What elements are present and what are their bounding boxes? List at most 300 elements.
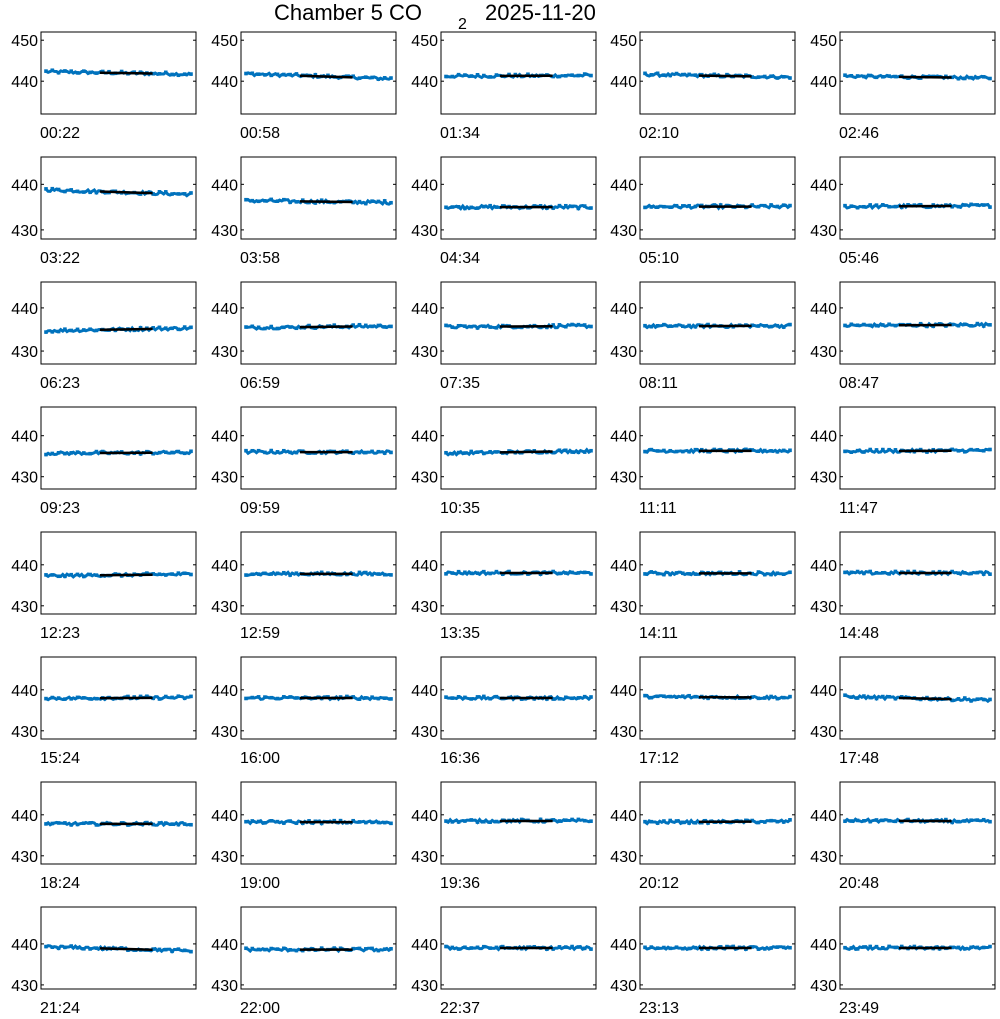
panel-20 — [810, 407, 995, 517]
measurement-point — [177, 73, 181, 77]
panel-time-label: 19:36 — [440, 875, 480, 892]
measurement-point — [63, 946, 67, 950]
measurement-point — [976, 76, 980, 80]
measurement-point — [364, 947, 368, 951]
measurement-point — [850, 450, 854, 454]
y-tick-label: 440 — [810, 74, 837, 91]
y-tick-label: 440 — [810, 558, 837, 575]
y-tick-label: 430 — [411, 599, 438, 616]
measurement-point — [482, 205, 486, 209]
measurement-point — [643, 72, 647, 76]
y-tick-label: 430 — [810, 223, 837, 240]
measurement-point — [389, 822, 393, 826]
panel-axes-box — [840, 157, 995, 239]
measurement-point — [856, 74, 860, 78]
measurement-point — [687, 450, 691, 454]
y-tick-label: 440 — [11, 937, 38, 954]
panel-6 — [11, 157, 196, 267]
panel-26 — [11, 657, 196, 767]
measurement-point — [875, 448, 879, 452]
measurement-point — [976, 322, 980, 326]
measurement-point — [687, 73, 691, 77]
measurement-point — [963, 947, 967, 951]
measurement-point — [982, 572, 986, 576]
measurement-point — [894, 946, 898, 950]
measurement-point — [76, 450, 80, 454]
measurement-point — [469, 697, 473, 701]
measurement-point — [583, 450, 587, 454]
measurement-point — [158, 72, 162, 76]
measurement-point — [875, 945, 879, 949]
measurement-point — [982, 449, 986, 453]
panel-axes-box — [41, 157, 196, 239]
y-tick-label: 430 — [610, 978, 637, 995]
panel-time-label: 03:58 — [240, 250, 280, 267]
measurement-point — [377, 324, 381, 328]
measurement-point — [244, 820, 248, 824]
measurement-point — [769, 325, 773, 329]
panel-axes-box — [41, 282, 196, 364]
measurement-point — [868, 570, 872, 574]
panel-axes-box — [241, 157, 396, 239]
measurement-point — [257, 572, 261, 576]
measurement-point — [383, 451, 387, 455]
chart-title — [0, 0, 1000, 36]
measurement-point — [488, 697, 492, 701]
measurement-point — [589, 819, 593, 823]
measurement-point — [370, 695, 374, 699]
measurement-point — [377, 450, 381, 454]
measurement-point — [757, 947, 761, 951]
y-tick-label: 430 — [810, 978, 837, 995]
y-tick-label: 430 — [11, 849, 38, 866]
measurement-point — [577, 818, 581, 822]
measurement-point — [177, 694, 181, 698]
measurement-point — [444, 205, 448, 209]
y-tick-label: 440 — [610, 301, 637, 318]
measurement-point — [862, 819, 866, 823]
fit-line — [100, 948, 153, 949]
measurement-point — [643, 206, 647, 210]
measurement-point — [282, 449, 286, 453]
measurement-point — [887, 695, 891, 699]
measurement-point — [769, 819, 773, 823]
panel-time-label: 02:10 — [639, 125, 679, 142]
panel-14 — [610, 282, 795, 392]
measurement-point — [57, 188, 61, 192]
measurement-point — [482, 695, 486, 699]
fit-line — [100, 329, 153, 330]
measurement-point — [457, 947, 461, 951]
measurement-point — [881, 695, 885, 699]
measurement-point — [894, 205, 898, 209]
measurement-point — [662, 946, 666, 950]
panel-axes-box — [41, 407, 196, 489]
measurement-point — [44, 822, 48, 826]
measurement-point — [558, 819, 562, 823]
measurement-point — [364, 696, 368, 700]
measurement-point — [894, 448, 898, 452]
measurement-point — [963, 77, 967, 81]
measurement-point — [681, 324, 685, 328]
measurement-point — [69, 944, 73, 948]
y-tick-label: 440 — [610, 683, 637, 700]
measurement-point — [51, 696, 55, 700]
y-tick-label: 430 — [411, 470, 438, 487]
measurement-point — [295, 696, 299, 700]
measurement-point — [570, 818, 574, 822]
measurement-point — [957, 449, 961, 453]
measurement-point — [662, 819, 666, 823]
measurement-point — [488, 946, 492, 950]
measurement-point — [564, 945, 568, 949]
measurement-point — [963, 696, 967, 700]
measurement-point — [358, 76, 362, 80]
measurement-point — [757, 821, 761, 825]
measurement-point — [675, 819, 679, 823]
measurement-point — [868, 74, 872, 78]
measurement-point — [681, 204, 685, 208]
measurement-point — [95, 450, 99, 454]
measurement-point — [769, 74, 773, 78]
measurement-point — [51, 330, 55, 334]
measurement-point — [269, 696, 273, 700]
measurement-point — [668, 324, 672, 328]
measurement-point — [957, 820, 961, 824]
measurement-point — [988, 323, 992, 327]
measurement-point — [358, 571, 362, 575]
measurement-point — [650, 448, 654, 452]
measurement-point — [856, 696, 860, 700]
measurement-point — [589, 206, 593, 210]
panel-time-label: 07:35 — [440, 375, 480, 392]
measurement-point — [44, 187, 48, 191]
measurement-point — [577, 571, 581, 575]
measurement-point — [76, 823, 80, 827]
y-tick-label: 430 — [610, 724, 637, 741]
measurement-point — [76, 71, 80, 75]
measurement-point — [757, 570, 761, 574]
measurement-point — [164, 326, 168, 330]
measurement-point — [687, 694, 691, 698]
y-tick-label: 430 — [211, 978, 238, 995]
measurement-point — [463, 207, 467, 211]
measurement-point — [856, 323, 860, 327]
measurement-point — [894, 570, 898, 574]
measurement-point — [389, 573, 393, 577]
title-date: 2025-11-20 — [485, 0, 596, 26]
panel-axes-box — [441, 407, 596, 489]
panel-time-label: 10:35 — [440, 500, 480, 517]
y-tick-label: 430 — [810, 470, 837, 487]
measurement-point — [643, 820, 647, 824]
y-tick-label: 430 — [810, 599, 837, 616]
measurement-point — [675, 324, 679, 328]
measurement-point — [251, 572, 255, 576]
measurement-point — [183, 696, 187, 700]
y-tick-label: 430 — [211, 599, 238, 616]
measurement-point — [976, 571, 980, 575]
fit-line — [300, 76, 353, 78]
measurement-point — [862, 450, 866, 454]
y-tick-label: 440 — [11, 429, 38, 446]
y-tick-label: 440 — [610, 558, 637, 575]
measurement-point — [668, 74, 672, 78]
panel-time-label: 21:24 — [40, 1000, 80, 1014]
measurement-point — [189, 823, 193, 827]
measurement-point — [963, 322, 967, 326]
measurement-point — [868, 324, 872, 328]
y-tick-label: 450 — [610, 33, 637, 50]
measurement-point — [589, 695, 593, 699]
measurement-point — [63, 697, 67, 701]
measurement-point — [364, 75, 368, 79]
measurement-point — [875, 76, 879, 80]
measurement-point — [82, 696, 86, 700]
measurement-point — [687, 324, 691, 328]
measurement-point — [643, 572, 647, 576]
measurement-point — [482, 570, 486, 574]
measurement-point — [856, 947, 860, 951]
measurement-point — [957, 205, 961, 209]
panel-time-label: 22:00 — [240, 1000, 280, 1014]
measurement-point — [358, 323, 362, 327]
measurement-point — [887, 448, 891, 452]
measurement-point — [244, 573, 248, 577]
measurement-point — [177, 192, 181, 196]
measurement-point — [295, 326, 299, 330]
measurement-point — [463, 73, 467, 77]
y-tick-label: 430 — [610, 849, 637, 866]
measurement-point — [269, 325, 273, 329]
measurement-point — [170, 451, 174, 455]
measurement-point — [564, 74, 568, 78]
measurement-point — [88, 71, 92, 75]
measurement-point — [969, 448, 973, 452]
measurement-point — [244, 449, 248, 453]
y-tick-label: 440 — [610, 429, 637, 446]
measurement-point — [675, 571, 679, 575]
measurement-point — [370, 573, 374, 577]
y-tick-label: 450 — [810, 33, 837, 50]
measurement-point — [570, 323, 574, 327]
measurement-point — [377, 572, 381, 576]
measurement-point — [881, 448, 885, 452]
fit-line — [899, 77, 952, 78]
measurement-point — [82, 451, 86, 455]
measurement-point — [843, 946, 847, 950]
panel-35 — [810, 782, 995, 892]
measurement-point — [282, 571, 286, 575]
measurement-point — [288, 819, 292, 823]
measurement-point — [451, 946, 455, 950]
panel-time-label: 00:58 — [240, 125, 280, 142]
measurement-point — [95, 573, 99, 577]
measurement-point — [757, 449, 761, 453]
measurement-point — [976, 697, 980, 701]
measurement-point — [662, 323, 666, 327]
measurement-point — [358, 820, 362, 824]
y-tick-label: 450 — [11, 33, 38, 50]
panel-15 — [810, 282, 995, 392]
measurement-point — [383, 573, 387, 577]
measurement-point — [244, 946, 248, 950]
measurement-point — [969, 818, 973, 822]
measurement-point — [763, 324, 767, 328]
panel-time-label: 09:23 — [40, 500, 80, 517]
measurement-point — [51, 822, 55, 826]
measurement-point — [988, 448, 992, 452]
measurement-point — [457, 820, 461, 824]
measurement-point — [444, 695, 448, 699]
y-tick-label: 430 — [411, 223, 438, 240]
y-tick-label: 440 — [11, 177, 38, 194]
measurement-point — [969, 946, 973, 950]
panel-time-label: 22:37 — [440, 1000, 480, 1014]
panel-21 — [11, 532, 196, 642]
measurement-point — [469, 206, 473, 210]
measurement-point — [451, 452, 455, 456]
measurement-point — [577, 323, 581, 327]
measurement-point — [583, 72, 587, 76]
panel-32 — [211, 782, 396, 892]
measurement-point — [868, 203, 872, 207]
measurement-point — [476, 73, 480, 77]
y-tick-label: 440 — [211, 429, 238, 446]
y-tick-label: 440 — [411, 808, 438, 825]
measurement-point — [164, 450, 168, 454]
measurement-point — [288, 73, 292, 77]
measurement-point — [95, 71, 99, 75]
measurement-point — [763, 204, 767, 208]
y-tick-label: 440 — [11, 558, 38, 575]
measurement-point — [269, 947, 273, 951]
panel-time-label: 23:49 — [839, 1000, 879, 1014]
y-tick-label: 440 — [411, 74, 438, 91]
measurement-point — [589, 325, 593, 329]
measurement-point — [488, 820, 492, 824]
measurement-point — [295, 72, 299, 76]
measurement-point — [668, 449, 672, 453]
y-tick-label: 440 — [610, 937, 637, 954]
measurement-point — [650, 73, 654, 77]
y-tick-label: 440 — [11, 683, 38, 700]
measurement-point — [257, 199, 261, 203]
measurement-point — [558, 75, 562, 79]
panel-time-label: 00:22 — [40, 125, 80, 142]
measurement-point — [183, 822, 187, 826]
measurement-point — [189, 449, 193, 453]
measurement-point — [969, 572, 973, 576]
measurement-point — [276, 820, 280, 824]
panel-10 — [810, 157, 995, 267]
fit-line — [500, 452, 553, 453]
measurement-point — [570, 450, 574, 454]
measurement-point — [583, 695, 587, 699]
measurement-point — [850, 322, 854, 326]
measurement-point — [164, 948, 168, 952]
measurement-point — [444, 572, 448, 576]
measurement-point — [469, 946, 473, 950]
measurement-point — [763, 820, 767, 824]
measurement-point — [269, 198, 273, 202]
y-tick-label: 440 — [411, 683, 438, 700]
measurement-point — [589, 449, 593, 453]
measurement-point — [988, 572, 992, 576]
measurement-point — [51, 573, 55, 577]
measurement-point — [451, 820, 455, 824]
measurement-point — [88, 452, 92, 456]
y-tick-label: 430 — [11, 470, 38, 487]
measurement-point — [843, 73, 847, 77]
measurement-point — [257, 449, 261, 453]
measurement-point — [76, 573, 80, 577]
measurement-point — [263, 199, 267, 203]
y-tick-label: 430 — [211, 849, 238, 866]
fit-line — [300, 201, 353, 202]
measurement-point — [656, 821, 660, 825]
measurement-point — [44, 945, 48, 949]
y-tick-label: 440 — [610, 74, 637, 91]
y-tick-label: 430 — [211, 223, 238, 240]
panel-time-label: 03:22 — [40, 250, 80, 267]
measurement-point — [288, 695, 292, 699]
measurement-point — [887, 322, 891, 326]
measurement-point — [482, 820, 486, 824]
measurement-point — [862, 205, 866, 209]
measurement-point — [969, 699, 973, 703]
y-tick-label: 430 — [11, 344, 38, 361]
panel-13 — [411, 282, 596, 392]
measurement-point — [988, 820, 992, 824]
measurement-point — [957, 571, 961, 575]
measurement-point — [687, 821, 691, 825]
measurement-point — [451, 325, 455, 329]
measurement-point — [662, 73, 666, 77]
measurement-point — [856, 449, 860, 453]
panel-time-label: 15:24 — [40, 750, 80, 767]
measurement-point — [887, 74, 891, 78]
measurement-point — [957, 697, 961, 701]
measurement-point — [482, 945, 486, 949]
measurement-point — [675, 450, 679, 454]
measurement-point — [495, 73, 499, 77]
measurement-point — [282, 695, 286, 699]
measurement-point — [894, 820, 898, 824]
measurement-point — [681, 694, 685, 698]
measurement-point — [263, 948, 267, 952]
measurement-point — [583, 204, 587, 208]
y-tick-label: 440 — [810, 937, 837, 954]
measurement-point — [957, 77, 961, 81]
measurement-point — [170, 73, 174, 77]
measurement-point — [668, 573, 672, 577]
measurement-point — [276, 450, 280, 454]
measurement-point — [263, 572, 267, 576]
measurement-point — [894, 324, 898, 328]
measurement-point — [364, 821, 368, 825]
title-subscript: 2 — [458, 16, 467, 34]
measurement-point — [95, 329, 99, 333]
fit-line — [100, 73, 153, 74]
measurement-point — [668, 205, 672, 209]
measurement-point — [263, 695, 267, 699]
measurement-point — [875, 818, 879, 822]
measurement-point — [377, 821, 381, 825]
measurement-point — [681, 73, 685, 77]
measurement-point — [881, 946, 885, 950]
measurement-point — [476, 946, 480, 950]
